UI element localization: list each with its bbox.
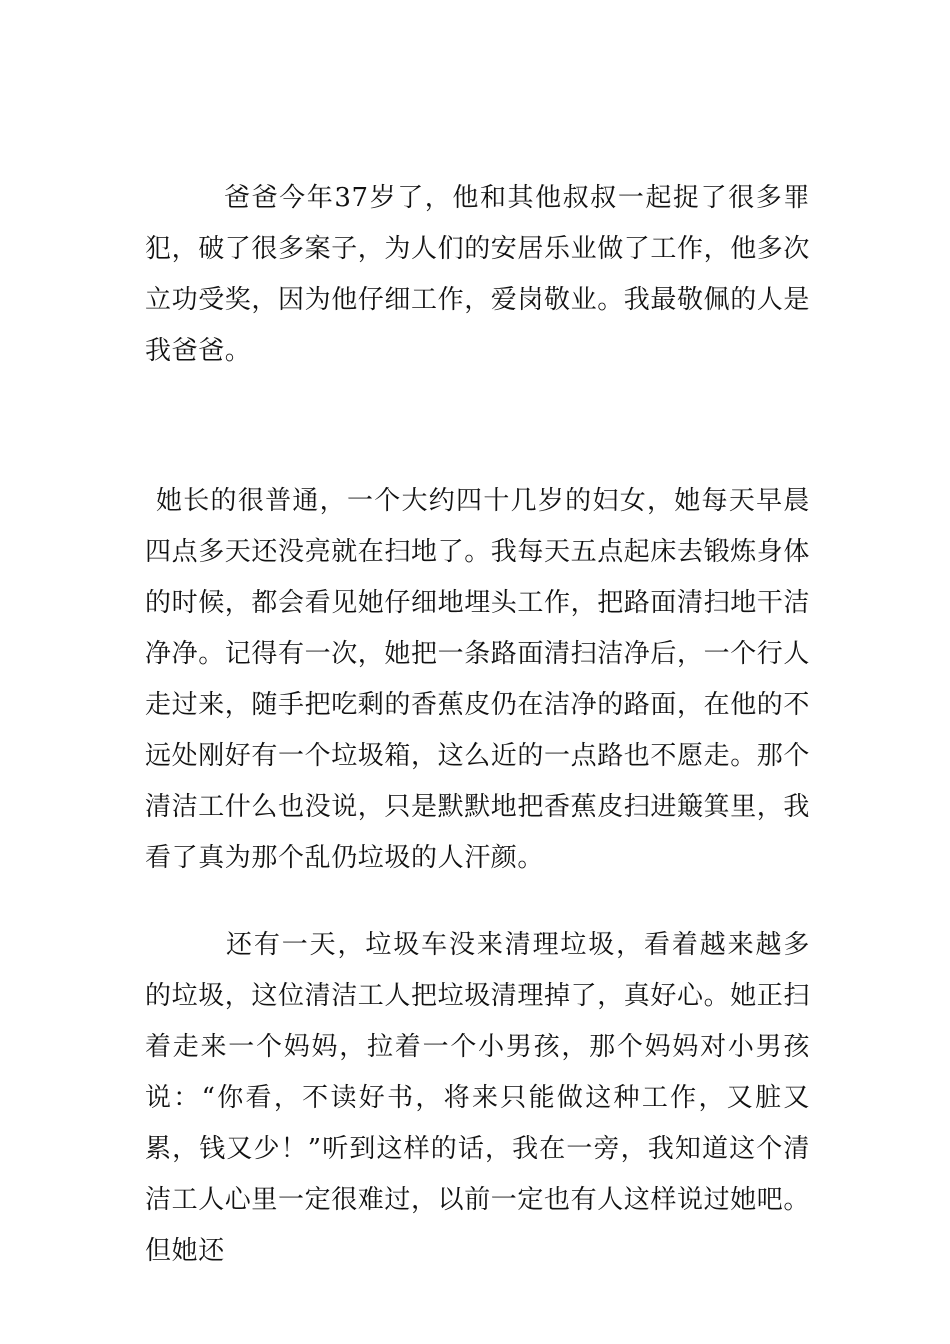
paragraph-garbage-truck-story: 还有一天，垃圾车没来清理垃圾，看着越来越多的垃圾，这位清洁工人把垃圾清理掉了，真好心。她正扫着走来一个妈妈，拉着一个小男孩，那个妈妈对小男孩说：“你看，不读好书，将来只能做这种工作，又脏又累，钱又少！”听到这样的话，我在一旁，我知道这个清洁工人心里一定很难过，以前一定也有人这样说过她吧。但她还 (145, 930, 811, 1266)
paragraph-father: 爸爸今年37岁了，他和其他叔叔一起捉了很多罪犯，破了很多案子，为人们的安居乐业做了工作，他多次立功受奖，因为他仔细工作，爱岗敬业。我最敬佩的人是我爸爸。 (145, 183, 811, 366)
paragraph-cleaner-description: 她长的很普通，一个大约四十几岁的妇女，她每天早晨四点多天还没亮就在扫地了。我每天五点起床去锻炼身体的时候，都会看见她仔细地埋头工作，把路面清扫地干洁净净。记得有一次，她把一条路面清扫洁净后，一个行人走过来，随手把吃剩的香蕉皮仍在洁净的路面，在他的不远处刚好有一个垃圾箱，这么近的一点路也不愿走。那个清洁工什么也没说，只是默默地把香蕉皮扫进簸箕里，我看了真为那个乱仍垃圾的人汗颜。 (145, 486, 811, 873)
